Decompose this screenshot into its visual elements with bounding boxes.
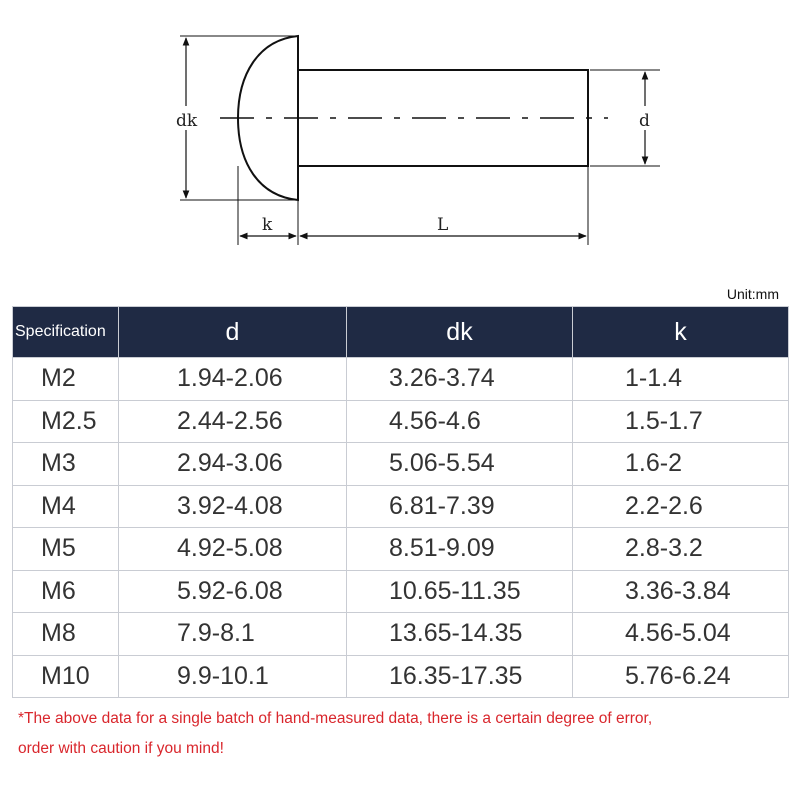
disclaimer-note [18, 704, 778, 764]
note-line-1: *The above data for a single batch of hand-measured data, there is a certain degree of error, [18, 710, 653, 727]
k-cell: 1-1.4 [573, 358, 789, 401]
table-row [13, 613, 789, 656]
spec-cell: M6 [13, 570, 119, 613]
k-cell: 2.8-3.2 [573, 528, 789, 571]
k-cell: 3.36-3.84 [573, 570, 789, 613]
k-cell: 1.6-2 [573, 443, 789, 486]
k-cell: 4.56-5.04 [573, 613, 789, 656]
d-cell: 2.44-2.56 [119, 400, 347, 443]
spec-cell: M2 [13, 358, 119, 401]
table-row [13, 655, 789, 698]
spec-cell: M2.5 [13, 400, 119, 443]
header-k: k [573, 307, 789, 358]
table-row [13, 528, 789, 571]
table-row [13, 485, 789, 528]
table-row [13, 358, 789, 401]
d-cell: 5.92-6.08 [119, 570, 347, 613]
dk-cell: 6.81-7.39 [347, 485, 573, 528]
header-dk: dk [347, 307, 573, 358]
header-d: d [119, 307, 347, 358]
spec-cell: M8 [13, 613, 119, 656]
dk-cell: 4.56-4.6 [347, 400, 573, 443]
d-cell: 1.94-2.06 [119, 358, 347, 401]
d-cell: 3.92-4.08 [119, 485, 347, 528]
spec-cell: M4 [13, 485, 119, 528]
d-label: d [639, 111, 650, 131]
spec-cell: M3 [13, 443, 119, 486]
table-header-row [13, 307, 789, 358]
d-cell: 2.94-3.06 [119, 443, 347, 486]
dk-cell: 10.65-11.35 [347, 570, 573, 613]
k-cell: 2.2-2.6 [573, 485, 789, 528]
dk-cell: 16.35-17.35 [347, 655, 573, 698]
table-row [13, 400, 789, 443]
d-cell: 4.92-5.08 [119, 528, 347, 571]
d-cell: 9.9-10.1 [119, 655, 347, 698]
L-label: L [437, 215, 449, 235]
table-row [13, 443, 789, 486]
k-cell: 5.76-6.24 [573, 655, 789, 698]
dk-cell: 3.26-3.74 [347, 358, 573, 401]
specification-table [12, 306, 789, 698]
k-label: k [262, 215, 273, 235]
d-cell: 7.9-8.1 [119, 613, 347, 656]
dk-cell: 13.65-14.35 [347, 613, 573, 656]
spec-cell: M5 [13, 528, 119, 571]
dk-label: dk [176, 111, 198, 131]
dk-cell: 5.06-5.54 [347, 443, 573, 486]
header-specification: Specification [13, 307, 119, 358]
rivet-dimension-diagram [0, 0, 800, 260]
unit-label: Unit:mm [726, 286, 779, 302]
dk-cell: 8.51-9.09 [347, 528, 573, 571]
table-row [13, 570, 789, 613]
k-cell: 1.5-1.7 [573, 400, 789, 443]
spec-cell: M10 [13, 655, 119, 698]
note-line-2: order with caution if you mind! [18, 740, 224, 757]
